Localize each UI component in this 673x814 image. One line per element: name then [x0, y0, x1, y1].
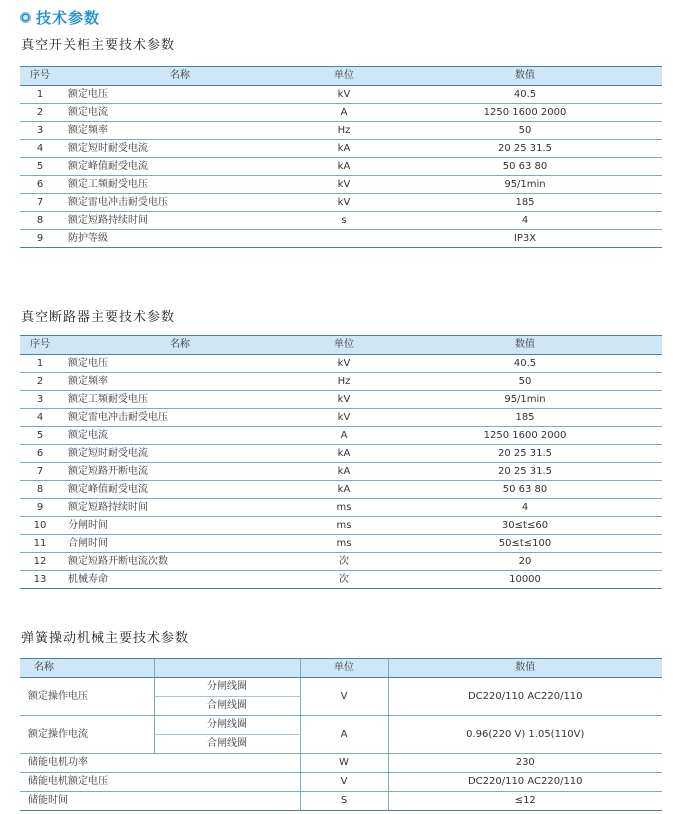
row-unit [300, 230, 388, 248]
row-value: 4 [388, 499, 662, 517]
row-unit: 次 [300, 553, 388, 571]
row-value: 50 63 80 [388, 481, 662, 499]
row-value: 20 25 31.5 [388, 445, 662, 463]
row-name: 额定峰值耐受电流 [60, 481, 300, 499]
row-value: 230 [388, 754, 662, 773]
table-row [20, 140, 662, 158]
table-header-row [20, 336, 662, 355]
table3-title: 弹簧操动机械主要技术参数 [21, 631, 190, 646]
row-unit: Hz [300, 122, 388, 140]
row-index: 4 [20, 140, 60, 158]
row-name: 额定操作电流 [20, 716, 154, 754]
col-header-name: 名称 [60, 336, 300, 355]
table-row [20, 373, 662, 391]
table-row [20, 391, 662, 409]
row-index: 9 [20, 230, 60, 248]
row-value: 4 [388, 212, 662, 230]
row-index: 2 [20, 373, 60, 391]
row-name: 额定电流 [60, 427, 300, 445]
row-index: 1 [20, 86, 60, 104]
table-row [20, 754, 662, 773]
row-index: 12 [20, 553, 60, 571]
row-value: 40.5 [388, 86, 662, 104]
row-value: 50≤t≤100 [388, 535, 662, 553]
table-row [20, 194, 662, 212]
row-index: 5 [20, 158, 60, 176]
table-row [20, 571, 662, 589]
row-index: 1 [20, 355, 60, 373]
row-value: DC220/110 AC220/110 [388, 678, 662, 716]
table-row [20, 104, 662, 122]
row-unit: 次 [300, 571, 388, 589]
spring-mechanism-table [20, 658, 662, 811]
row-unit: W [300, 754, 388, 773]
table-row [20, 535, 662, 553]
row-unit: kA [300, 158, 388, 176]
row-value: 50 [388, 122, 662, 140]
row-name: 额定雷电冲击耐受电压 [60, 409, 300, 427]
row-index: 3 [20, 122, 60, 140]
col-header-unit: 单位 [300, 659, 388, 678]
col-header-name: 名称 [60, 67, 300, 86]
col-header-unit: 单位 [300, 336, 388, 355]
row-index: 6 [20, 445, 60, 463]
table-row [20, 427, 662, 445]
row-index: 5 [20, 427, 60, 445]
table1-title: 真空开关柜主要技术参数 [21, 38, 176, 53]
row-value: 1250 1600 2000 [388, 104, 662, 122]
row-index: 4 [20, 409, 60, 427]
row-name: 合闸时间 [60, 535, 300, 553]
row-index: 10 [20, 517, 60, 535]
row-name: 额定电流 [60, 104, 300, 122]
row-unit: kA [300, 481, 388, 499]
table-row [20, 176, 662, 194]
row-index: 3 [20, 391, 60, 409]
row-value: 20 25 31.5 [388, 140, 662, 158]
col-header-value: 数值 [388, 659, 662, 678]
row-name: 额定操作电压 [20, 678, 154, 716]
row-name: 额定短时耐受电流 [60, 445, 300, 463]
row-unit: ms [300, 535, 388, 553]
row-unit: A [300, 427, 388, 445]
table-row [20, 230, 662, 248]
table-row [20, 716, 662, 735]
row-value: 20 [388, 553, 662, 571]
row-value: 10000 [388, 571, 662, 589]
row-unit: kV [300, 355, 388, 373]
row-unit: s [300, 212, 388, 230]
row-name: 储能时间 [20, 792, 300, 811]
row-unit: V [300, 773, 388, 792]
table2-title: 真空断路器主要技术参数 [21, 310, 176, 325]
row-index: 8 [20, 481, 60, 499]
row-value: 50 63 80 [388, 158, 662, 176]
row-sub-open-coil: 分闸线圈 [154, 716, 300, 735]
row-index: 8 [20, 212, 60, 230]
table-row [20, 158, 662, 176]
col-header-unit: 单位 [300, 67, 388, 86]
row-value: IP3X [388, 230, 662, 248]
row-unit: S [300, 792, 388, 811]
col-header-index: 序号 [20, 336, 60, 355]
row-index: 11 [20, 535, 60, 553]
row-name: 额定峰值耐受电流 [60, 158, 300, 176]
section-heading [20, 6, 100, 28]
row-index: 9 [20, 499, 60, 517]
row-name: 机械寿命 [60, 571, 300, 589]
row-unit: A [300, 716, 388, 754]
row-value: 30≤t≤60 [388, 517, 662, 535]
row-sub-close-coil: 合闸线圈 [154, 735, 300, 754]
row-index: 2 [20, 104, 60, 122]
row-unit: ms [300, 499, 388, 517]
row-unit: V [300, 678, 388, 716]
row-name: 额定短路持续时间 [60, 499, 300, 517]
row-name: 储能电机额定电压 [20, 773, 300, 792]
row-value: 1250 1600 2000 [388, 427, 662, 445]
table-row [20, 481, 662, 499]
row-name: 储能电机功率 [20, 754, 300, 773]
col-header-index: 序号 [20, 67, 60, 86]
row-value: 95/1min [388, 391, 662, 409]
table-row [20, 86, 662, 104]
row-value: 185 [388, 409, 662, 427]
row-index: 7 [20, 194, 60, 212]
row-unit: A [300, 104, 388, 122]
row-name: 额定雷电冲击耐受电压 [60, 194, 300, 212]
row-sub-open-coil: 分闸线圈 [154, 678, 300, 697]
row-unit: kV [300, 391, 388, 409]
row-name: 额定频率 [60, 373, 300, 391]
row-index: 7 [20, 463, 60, 481]
row-name: 额定频率 [60, 122, 300, 140]
row-value: 20 25 31.5 [388, 463, 662, 481]
row-name: 防护等级 [60, 230, 300, 248]
row-name: 额定短时耐受电流 [60, 140, 300, 158]
row-value: 50 [388, 373, 662, 391]
table-row [20, 678, 662, 697]
table-row [20, 792, 662, 811]
table-row [20, 409, 662, 427]
row-unit: kV [300, 194, 388, 212]
row-unit: kA [300, 140, 388, 158]
row-name: 额定电压 [60, 86, 300, 104]
row-unit: kA [300, 463, 388, 481]
row-index: 13 [20, 571, 60, 589]
row-value: 0.96(220 V) 1.05(110V) [388, 716, 662, 754]
row-unit: kV [300, 176, 388, 194]
table-row [20, 773, 662, 792]
switchgear-params-table [20, 66, 662, 248]
table-header-row [20, 659, 662, 678]
table-row [20, 122, 662, 140]
row-index: 6 [20, 176, 60, 194]
table-row [20, 553, 662, 571]
table-header-row [20, 67, 662, 86]
col-header-value: 数值 [388, 336, 662, 355]
section-heading-title: 技术参数 [36, 8, 101, 27]
row-name: 额定短路持续时间 [60, 212, 300, 230]
row-value: DC220/110 AC220/110 [388, 773, 662, 792]
row-value: 185 [388, 194, 662, 212]
circle-bullet-icon [20, 12, 31, 23]
row-value: ≤12 [388, 792, 662, 811]
row-name: 分闸时间 [60, 517, 300, 535]
row-name: 额定短路开断电流次数 [60, 553, 300, 571]
row-name: 额定短路开断电流 [60, 463, 300, 481]
table-row [20, 355, 662, 373]
row-unit: kV [300, 409, 388, 427]
row-name: 额定电压 [60, 355, 300, 373]
row-value: 95/1min [388, 176, 662, 194]
row-name: 额定工频耐受电压 [60, 391, 300, 409]
table-row [20, 517, 662, 535]
table-row [20, 499, 662, 517]
row-value: 40.5 [388, 355, 662, 373]
row-name: 额定工频耐受电压 [60, 176, 300, 194]
table-row [20, 463, 662, 481]
col-header-value: 数值 [388, 67, 662, 86]
table-row [20, 212, 662, 230]
col-header-sub [154, 659, 300, 678]
col-header-name: 名称 [20, 659, 154, 678]
row-unit: ms [300, 517, 388, 535]
row-sub-close-coil: 合闸线圈 [154, 697, 300, 716]
breaker-params-table [20, 335, 662, 589]
row-unit: Hz [300, 373, 388, 391]
row-unit: kV [300, 86, 388, 104]
row-unit: kA [300, 445, 388, 463]
table-row [20, 445, 662, 463]
